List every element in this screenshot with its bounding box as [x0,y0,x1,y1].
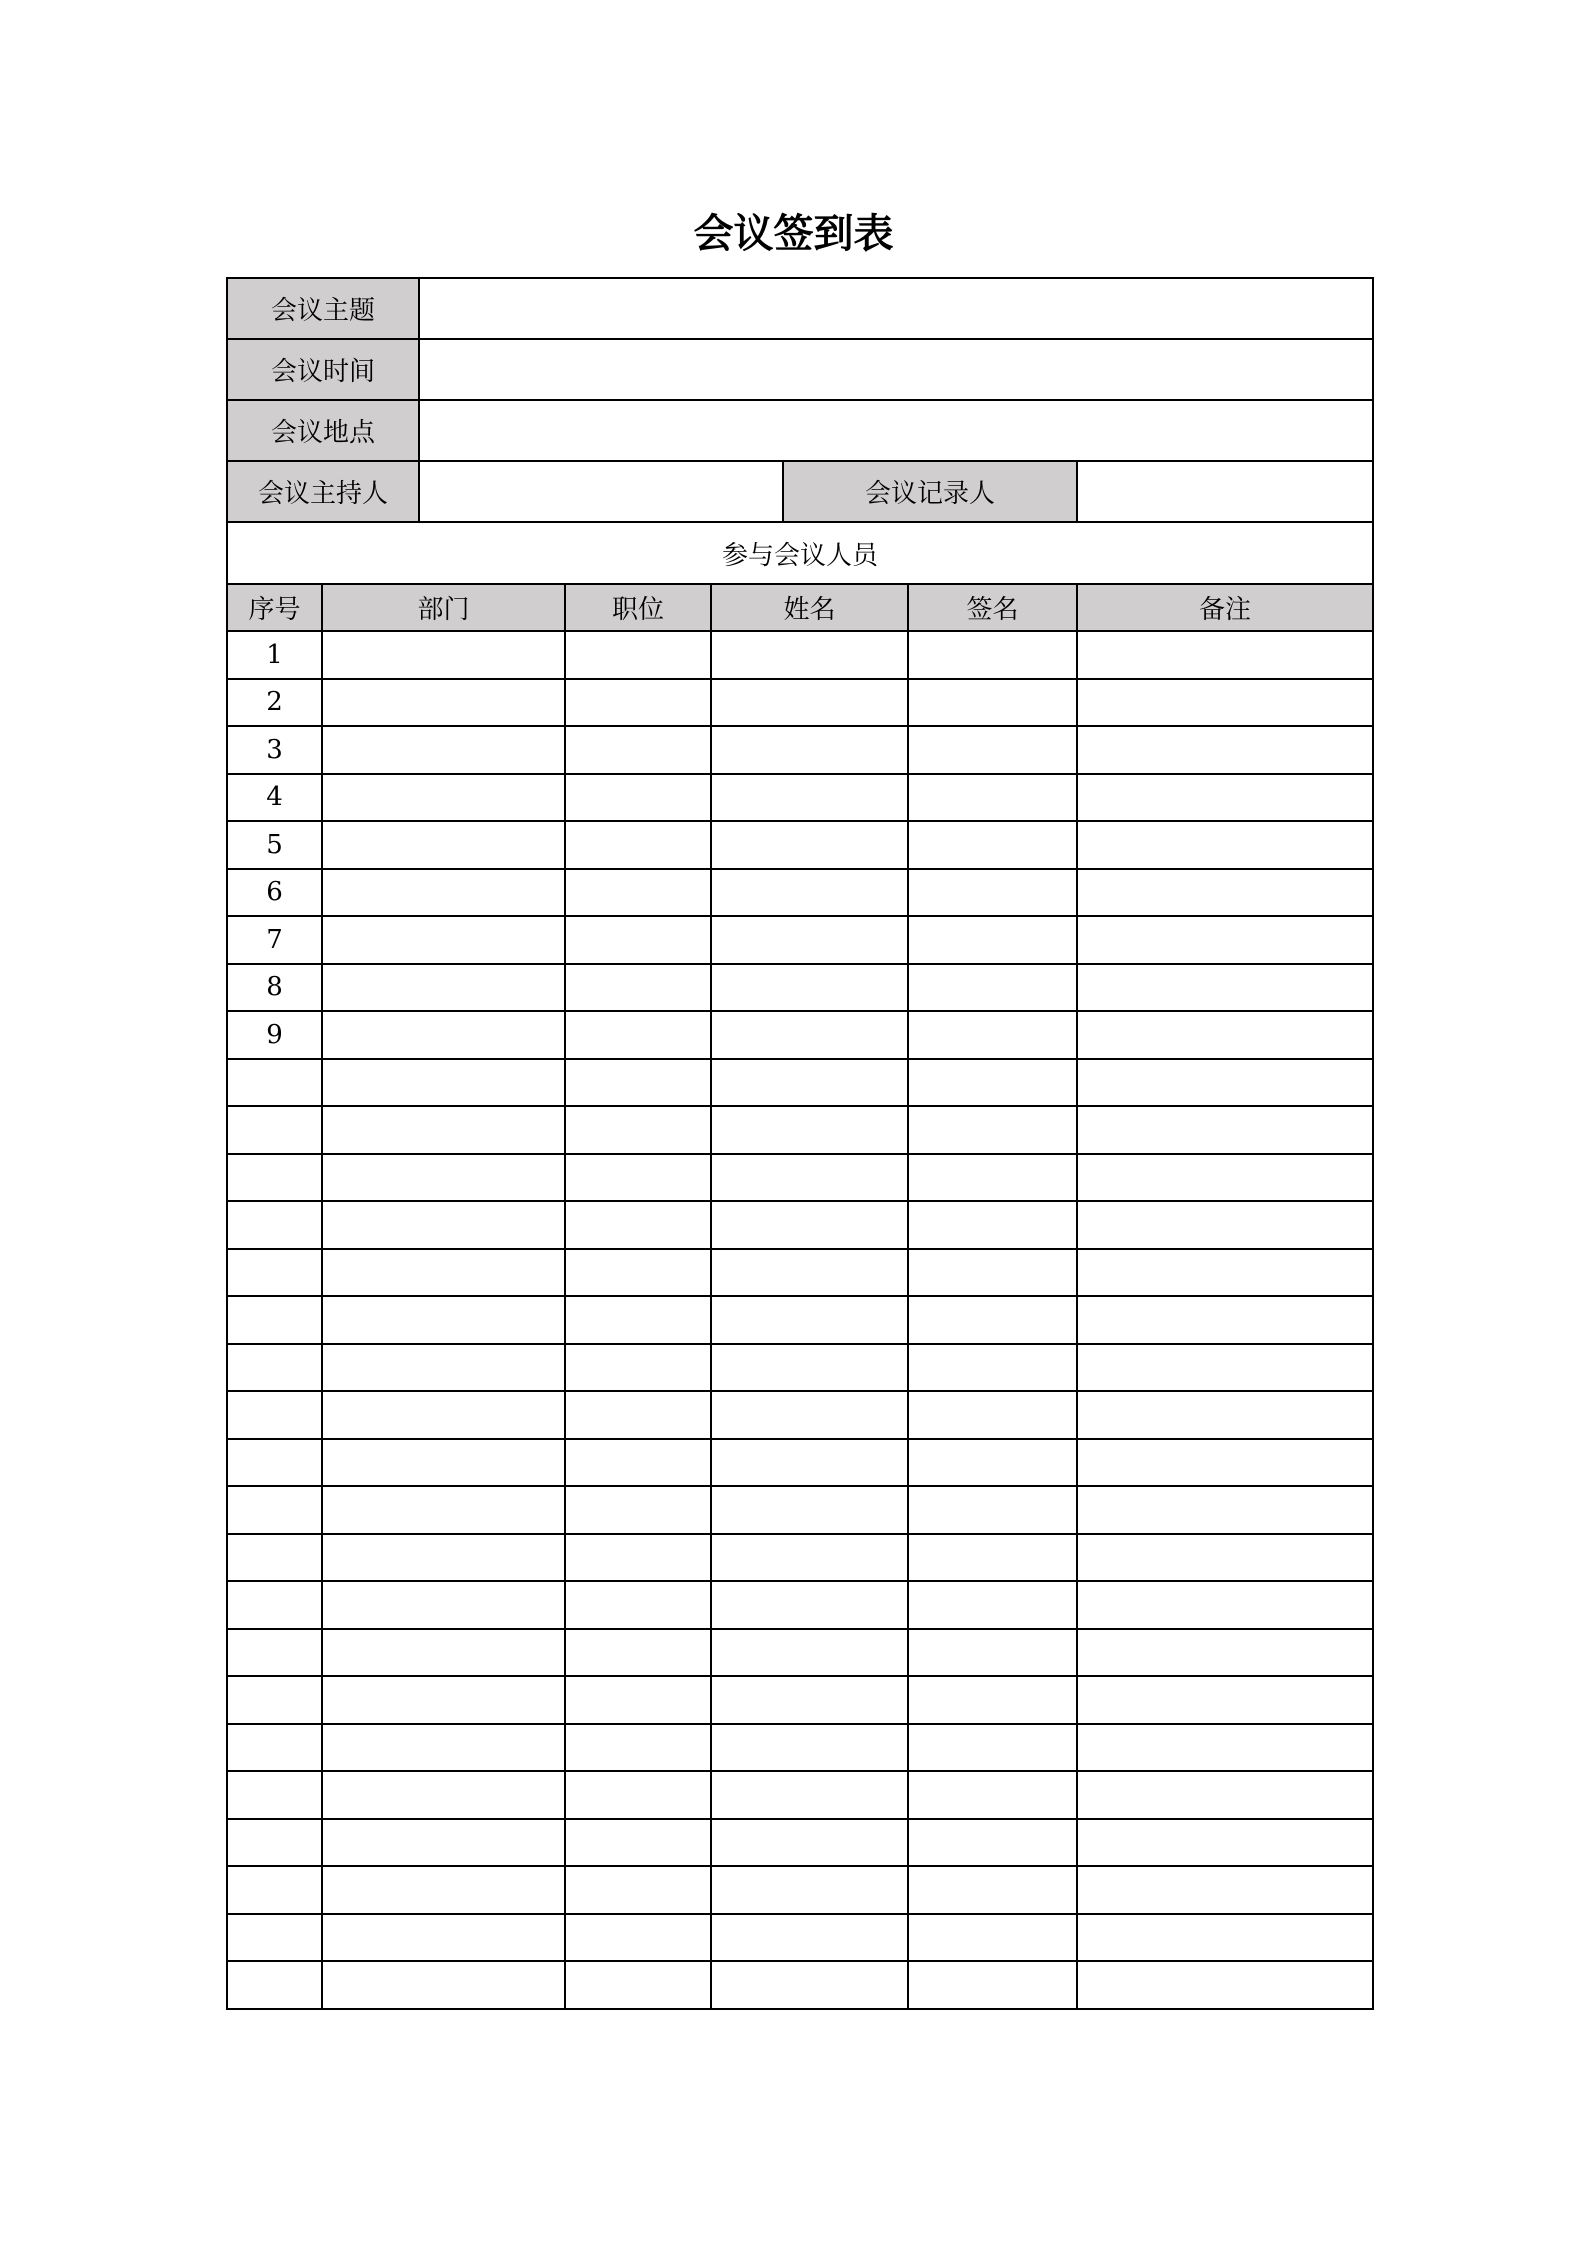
department-cell[interactable] [322,1676,565,1724]
name-cell[interactable] [711,1534,908,1582]
position-cell[interactable] [565,1866,711,1914]
remarks-cell[interactable] [1077,1629,1373,1677]
table-row [227,774,1373,822]
topic-label: 会议主题 [227,278,419,339]
department-cell[interactable] [322,631,565,679]
host-recorder-row [227,461,1373,522]
page-title: 会议签到表 [693,211,894,257]
signature-cell[interactable] [908,1439,1077,1487]
remarks-cell[interactable] [1077,1011,1373,1059]
remarks-cell[interactable] [1077,1581,1373,1629]
table-row [227,1676,1373,1724]
no-cell [227,1724,322,1772]
topic-field[interactable] [419,278,1373,339]
no-cell: 1 [227,631,322,679]
name-cell[interactable] [711,1106,908,1154]
table-row [227,1249,1373,1297]
no-cell [227,1629,322,1677]
department-cell[interactable] [322,1391,565,1439]
table-row [227,631,1373,679]
position-cell[interactable] [565,1581,711,1629]
no-cell [227,1486,322,1534]
location-label: 会议地点 [227,400,419,461]
time-label: 会议时间 [227,339,419,400]
department-cell[interactable] [322,1819,565,1867]
signature-cell[interactable] [908,964,1077,1012]
signature-cell[interactable] [908,1011,1077,1059]
department-cell[interactable] [322,1534,565,1582]
time-row [227,339,1373,400]
name-cell[interactable] [711,1011,908,1059]
signature-cell[interactable] [908,1486,1077,1534]
position-cell[interactable] [565,1011,711,1059]
position-cell[interactable] [565,1249,711,1297]
signature-cell[interactable] [908,1914,1077,1962]
remarks-cell[interactable] [1077,774,1373,822]
col-header-name: 姓名 [711,584,908,631]
table-row [227,1534,1373,1582]
no-cell [227,1391,322,1439]
signature-cell[interactable] [908,1819,1077,1867]
attendees-section-row [227,522,1373,584]
position-cell[interactable] [565,1106,711,1154]
remarks-cell[interactable] [1077,1296,1373,1344]
signature-cell[interactable] [908,1961,1077,2009]
name-cell[interactable] [711,1296,908,1344]
department-cell[interactable] [322,774,565,822]
remarks-cell[interactable] [1077,1059,1373,1107]
name-cell[interactable] [711,1344,908,1392]
table-row [227,1629,1373,1677]
table-row [227,821,1373,869]
no-cell [227,1866,322,1914]
signature-cell[interactable] [908,869,1077,917]
no-cell [227,1059,322,1107]
remarks-cell[interactable] [1077,964,1373,1012]
sign-in-table [226,277,1374,2010]
position-cell[interactable] [565,1771,711,1819]
no-cell [227,1154,322,1202]
signature-cell[interactable] [908,1771,1077,1819]
position-cell[interactable] [565,1534,711,1582]
table-row [227,1914,1373,1962]
department-cell[interactable] [322,726,565,774]
department-cell[interactable] [322,1914,565,1962]
position-cell[interactable] [565,679,711,727]
signature-cell[interactable] [908,1676,1077,1724]
position-cell[interactable] [565,1914,711,1962]
table-row [227,1439,1373,1487]
attendees-section-title: 参与会议人员 [227,522,1373,584]
signature-cell[interactable] [908,1866,1077,1914]
remarks-cell[interactable] [1077,1154,1373,1202]
department-cell[interactable] [322,1724,565,1772]
no-cell [227,1344,322,1392]
position-cell[interactable] [565,631,711,679]
remarks-cell[interactable] [1077,1724,1373,1772]
table-row [227,679,1373,727]
department-cell[interactable] [322,1486,565,1534]
remarks-cell[interactable] [1077,1866,1373,1914]
remarks-cell[interactable] [1077,1819,1373,1867]
column-header-row [227,584,1373,631]
host-label: 会议主持人 [227,461,419,522]
name-cell[interactable] [711,916,908,964]
department-cell[interactable] [322,916,565,964]
position-cell[interactable] [565,1154,711,1202]
remarks-cell[interactable] [1077,1961,1373,2009]
table-row [227,1344,1373,1392]
remarks-cell[interactable] [1077,916,1373,964]
department-cell[interactable] [322,1771,565,1819]
recorder-field[interactable] [1077,461,1373,522]
position-cell[interactable] [565,869,711,917]
table-row [227,964,1373,1012]
signature-cell[interactable] [908,1154,1077,1202]
table-row [227,1059,1373,1107]
position-cell[interactable] [565,1391,711,1439]
name-cell[interactable] [711,1866,908,1914]
department-cell[interactable] [322,1296,565,1344]
no-cell [227,1106,322,1154]
department-cell[interactable] [322,1154,565,1202]
position-cell[interactable] [565,964,711,1012]
table-row [227,1486,1373,1534]
table-row [227,1154,1373,1202]
remarks-cell[interactable] [1077,1391,1373,1439]
name-cell[interactable] [711,1819,908,1867]
signature-cell[interactable] [908,1391,1077,1439]
signature-cell[interactable] [908,1581,1077,1629]
remarks-cell[interactable] [1077,821,1373,869]
no-cell [227,1534,322,1582]
name-cell[interactable] [711,1154,908,1202]
name-cell[interactable] [711,774,908,822]
department-cell[interactable] [322,964,565,1012]
col-header-department: 部门 [322,584,565,631]
name-cell[interactable] [711,1486,908,1534]
table-row [227,1011,1373,1059]
host-field[interactable] [419,461,783,522]
location-field[interactable] [419,400,1373,461]
remarks-cell[interactable] [1077,1439,1373,1487]
no-cell: 4 [227,774,322,822]
name-cell[interactable] [711,1914,908,1962]
department-cell[interactable] [322,1059,565,1107]
signature-cell[interactable] [908,1059,1077,1107]
table-row [227,1724,1373,1772]
department-cell[interactable] [322,1439,565,1487]
remarks-cell[interactable] [1077,1486,1373,1534]
signature-cell[interactable] [908,1249,1077,1297]
no-cell [227,1914,322,1962]
no-cell: 6 [227,869,322,917]
table-row [227,1771,1373,1819]
department-cell[interactable] [322,1011,565,1059]
remarks-cell[interactable] [1077,1534,1373,1582]
no-cell: 8 [227,964,322,1012]
name-cell[interactable] [711,1201,908,1249]
department-cell[interactable] [322,679,565,727]
name-cell[interactable] [711,1629,908,1677]
no-cell: 3 [227,726,322,774]
name-cell[interactable] [711,821,908,869]
name-cell[interactable] [711,1771,908,1819]
col-header-position: 职位 [565,584,711,631]
signature-cell[interactable] [908,1534,1077,1582]
position-cell[interactable] [565,1344,711,1392]
no-cell: 5 [227,821,322,869]
no-cell [227,1439,322,1487]
signature-cell[interactable] [908,631,1077,679]
col-header-no: 序号 [227,584,322,631]
position-cell[interactable] [565,1676,711,1724]
table-row [227,1106,1373,1154]
no-cell [227,1961,322,2009]
name-cell[interactable] [711,679,908,727]
no-cell [227,1819,322,1867]
name-cell[interactable] [711,631,908,679]
name-cell[interactable] [711,1724,908,1772]
table-row [227,1819,1373,1867]
position-cell[interactable] [565,1819,711,1867]
position-cell[interactable] [565,1486,711,1534]
department-cell[interactable] [322,1344,565,1392]
position-cell[interactable] [565,1059,711,1107]
signature-cell[interactable] [908,726,1077,774]
remarks-cell[interactable] [1077,679,1373,727]
department-cell[interactable] [322,869,565,917]
position-cell[interactable] [565,1724,711,1772]
remarks-cell[interactable] [1077,1344,1373,1392]
table-row [227,726,1373,774]
remarks-cell[interactable] [1077,726,1373,774]
location-row [227,400,1373,461]
no-cell: 2 [227,679,322,727]
position-cell[interactable] [565,916,711,964]
position-cell[interactable] [565,1439,711,1487]
col-header-remarks: 备注 [1077,584,1373,631]
name-cell[interactable] [711,1676,908,1724]
position-cell[interactable] [565,1201,711,1249]
table-row [227,1201,1373,1249]
position-cell[interactable] [565,821,711,869]
remarks-cell[interactable] [1077,1106,1373,1154]
no-cell [227,1581,322,1629]
table-row [227,869,1373,917]
department-cell[interactable] [322,1249,565,1297]
signature-cell[interactable] [908,1296,1077,1344]
signature-cell[interactable] [908,1724,1077,1772]
name-cell[interactable] [711,1961,908,2009]
table-row [227,1296,1373,1344]
no-cell [227,1201,322,1249]
name-cell[interactable] [711,1059,908,1107]
signature-cell[interactable] [908,774,1077,822]
table-row [227,1391,1373,1439]
table-row [227,1581,1373,1629]
name-cell[interactable] [711,1439,908,1487]
topic-row [227,278,1373,339]
no-cell [227,1296,322,1344]
department-cell[interactable] [322,821,565,869]
signature-cell[interactable] [908,679,1077,727]
signature-cell[interactable] [908,1344,1077,1392]
department-cell[interactable] [322,1866,565,1914]
remarks-cell[interactable] [1077,631,1373,679]
time-field[interactable] [419,339,1373,400]
position-cell[interactable] [565,726,711,774]
no-cell: 7 [227,916,322,964]
col-header-signature: 签名 [908,584,1077,631]
name-cell[interactable] [711,1391,908,1439]
department-cell[interactable] [322,1201,565,1249]
remarks-cell[interactable] [1077,1771,1373,1819]
signature-cell[interactable] [908,1106,1077,1154]
no-cell [227,1249,322,1297]
signature-cell[interactable] [908,916,1077,964]
no-cell [227,1676,322,1724]
name-cell[interactable] [711,726,908,774]
name-cell[interactable] [711,1581,908,1629]
position-cell[interactable] [565,1296,711,1344]
no-cell [227,1771,322,1819]
position-cell[interactable] [565,1961,711,2009]
no-cell: 9 [227,1011,322,1059]
position-cell[interactable] [565,1629,711,1677]
department-cell[interactable] [322,1629,565,1677]
recorder-label: 会议记录人 [783,461,1077,522]
department-cell[interactable] [322,1581,565,1629]
department-cell[interactable] [322,1106,565,1154]
remarks-cell[interactable] [1077,869,1373,917]
remarks-cell[interactable] [1077,1249,1373,1297]
name-cell[interactable] [711,964,908,1012]
remarks-cell[interactable] [1077,1201,1373,1249]
table-row [227,1961,1373,2009]
remarks-cell[interactable] [1077,1676,1373,1724]
signature-cell[interactable] [908,821,1077,869]
department-cell[interactable] [322,1961,565,2009]
name-cell[interactable] [711,1249,908,1297]
signature-cell[interactable] [908,1201,1077,1249]
remarks-cell[interactable] [1077,1914,1373,1962]
position-cell[interactable] [565,774,711,822]
signature-cell[interactable] [908,1629,1077,1677]
name-cell[interactable] [711,869,908,917]
table-row [227,1866,1373,1914]
table-row [227,916,1373,964]
